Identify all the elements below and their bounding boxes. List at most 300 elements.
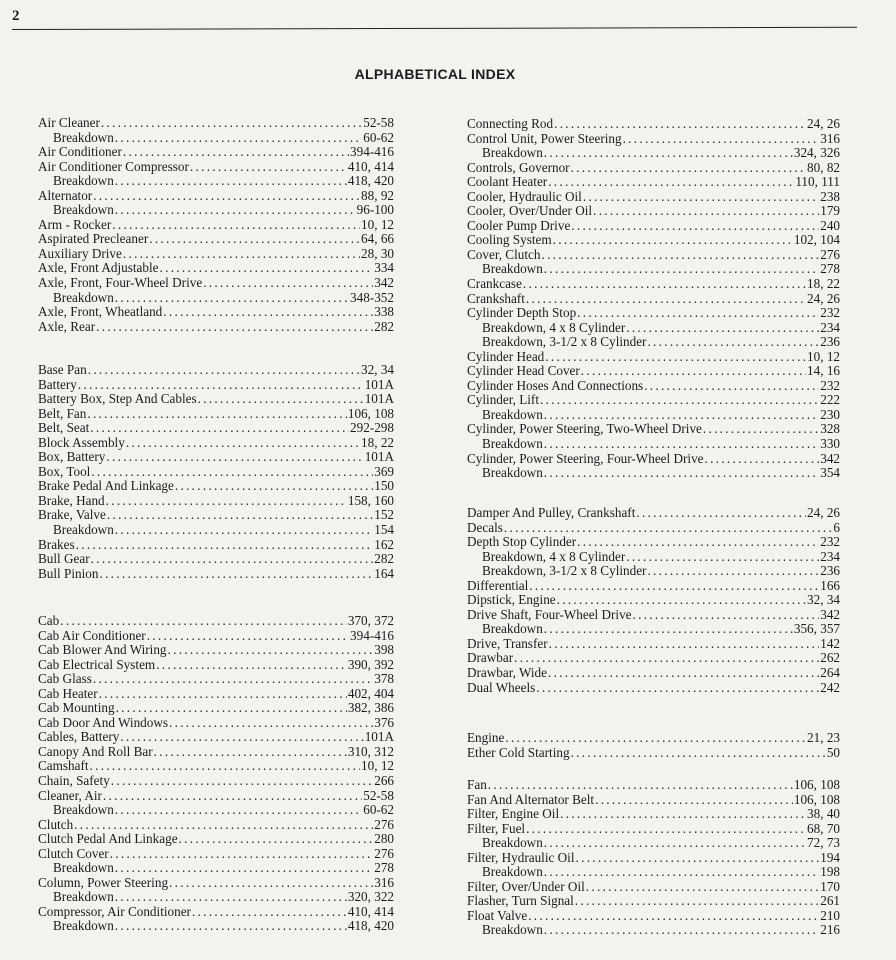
entry-label: Breakdown (53, 860, 114, 876)
entry-label: Battery (38, 376, 77, 392)
entry-label: Cylinder Head (467, 348, 545, 364)
dot-leader (545, 350, 806, 365)
dot-leader (544, 923, 819, 938)
dot-leader (577, 306, 819, 321)
entry-page: 370, 372 (347, 613, 394, 628)
index-entry (38, 789, 394, 804)
dot-leader (548, 666, 819, 681)
entry-page: 276 (374, 816, 394, 832)
index-entry (467, 452, 840, 467)
entry-label: Bull Gear (38, 551, 90, 567)
dot-leader (96, 320, 373, 335)
dot-leader (115, 890, 347, 905)
dot-leader (60, 614, 347, 629)
entry-label: Cover, Clutch (467, 246, 541, 262)
entry-label: Air Conditioner Compressor (38, 158, 189, 174)
entry-label: Fan (467, 777, 487, 792)
entry-label: Air Cleaner (38, 115, 100, 130)
entry-page: 240 (820, 217, 840, 233)
entry-label: Damper And Pulley, Crankshaft (467, 505, 636, 520)
entry-label: Belt, Fan (38, 405, 87, 421)
index-entry (467, 666, 840, 681)
entry-label: Breakdown, 4 x 8 Cylinder (482, 548, 626, 564)
entry-label: Cylinder, Lift (467, 392, 539, 408)
entry-label: Drawbar, Wide (467, 665, 547, 681)
entry-label: Cab Heater (38, 685, 98, 701)
entry-label: Cylinder Head Cover (467, 363, 580, 379)
entry-page: 72, 73 (807, 835, 840, 851)
entry-page: 68, 70 (807, 820, 840, 836)
index-group (467, 778, 840, 938)
dot-leader (575, 894, 819, 909)
entry-page: 210 (820, 907, 840, 923)
entry-label: Axle, Front Adjustable (38, 260, 159, 276)
entry-page: 14, 16 (807, 363, 840, 379)
entry-page: 378 (374, 671, 394, 687)
index-entry (38, 189, 394, 204)
entry-label: Axle, Rear (38, 318, 96, 334)
entry-page: 334 (374, 260, 394, 276)
dot-leader (120, 730, 363, 745)
entry-page: 398 (374, 642, 394, 658)
index-entry (38, 305, 394, 320)
entry-page: 32, 34 (807, 592, 840, 608)
dot-leader (169, 876, 373, 891)
entry-page: 60-62 (363, 802, 394, 818)
entry-label: Box, Battery (38, 449, 106, 465)
index-entry (467, 593, 840, 608)
index-entry (38, 567, 394, 582)
entry-page: 234 (820, 548, 840, 564)
entry-label: Camshaft (38, 758, 89, 774)
entry-page: 10, 12 (361, 216, 394, 232)
entry-label: Brakes (38, 536, 75, 552)
entry-label: Filter, Fuel (467, 820, 526, 836)
dot-leader (504, 521, 833, 536)
index-entry (38, 276, 394, 291)
index-entry (38, 320, 394, 335)
entry-label: Box, Tool (38, 463, 91, 479)
entry-label: Coolant Heater (467, 174, 548, 190)
dot-leader (99, 687, 347, 702)
index-entry (38, 116, 394, 131)
dot-leader (623, 132, 820, 147)
entry-label: Cab Mounting (38, 700, 115, 716)
index-entry (38, 803, 394, 818)
index-group (467, 506, 840, 695)
entry-label: Breakdown (482, 436, 543, 452)
entry-label: Base Pan (38, 362, 87, 377)
dot-leader (192, 905, 347, 920)
index-entry (467, 161, 840, 176)
entry-label: Cylinder, Power Steering, Two-Wheel Drive (467, 421, 702, 437)
index-entry (467, 778, 840, 793)
entry-label: Belt, Seat (38, 420, 90, 436)
entry-label: Breakdown, 4 x 8 Cylinder (482, 319, 626, 335)
index-entry (467, 746, 840, 761)
dot-leader (528, 909, 819, 924)
entry-label: Cables, Battery (38, 729, 120, 745)
dot-leader (175, 479, 373, 494)
entry-page: 390, 392 (347, 656, 394, 672)
dot-leader (168, 643, 374, 658)
dot-leader (505, 731, 806, 746)
entry-page: 106, 108 (793, 777, 840, 792)
entry-page: 238 (820, 188, 840, 204)
dot-leader (647, 564, 819, 579)
index-entry (38, 218, 394, 233)
entry-label: Depth Stop Cylinder (467, 534, 577, 550)
index-entry (38, 643, 394, 658)
index-entry (467, 146, 840, 161)
entry-label: Cooler Pump Drive (467, 217, 571, 233)
entry-label: Breakdown (482, 864, 543, 880)
entry-label: Fan And Alternator Belt (467, 791, 595, 807)
dot-leader (99, 567, 373, 582)
dot-leader (88, 363, 360, 378)
entry-label: Cooler, Hydraulic Oil (467, 188, 582, 204)
entry-page: 18, 22 (807, 276, 840, 292)
index-entry (467, 851, 840, 866)
entry-label: Breakdown (53, 173, 114, 189)
entry-label: Brake, Hand (38, 492, 105, 508)
dot-leader (160, 261, 374, 276)
entry-page: 292-298 (350, 420, 394, 436)
index-entry (38, 407, 394, 422)
index-entry (467, 248, 840, 263)
entry-page: 152 (374, 507, 394, 523)
entry-label: Cab Electrical System (38, 656, 156, 672)
entry-page: 222 (820, 392, 840, 408)
dot-leader (93, 672, 373, 687)
index-entry (38, 291, 394, 306)
entry-label: Cleaner, Air (38, 787, 102, 803)
index-entry (467, 437, 840, 452)
entry-page: 101A (364, 729, 394, 745)
entry-page: 110, 111 (795, 174, 840, 190)
index-group (38, 363, 394, 581)
index-entry (467, 408, 840, 423)
dot-leader (523, 277, 806, 292)
entry-page: 410, 414 (347, 903, 394, 919)
entry-label: Filter, Hydraulic Oil (467, 849, 575, 865)
dot-leader (540, 393, 819, 408)
index-entry (38, 861, 394, 876)
entry-page: 282 (374, 551, 394, 567)
index-entry (467, 894, 840, 909)
dot-leader (106, 494, 347, 509)
entry-page: 10, 12 (807, 348, 840, 364)
entry-page: 21, 23 (807, 730, 840, 745)
entry-label: Cylinder Hoses And Connections (467, 377, 644, 393)
entry-page: 194 (820, 849, 840, 865)
index-entry (467, 807, 840, 822)
index-entry (467, 364, 840, 379)
dot-leader (703, 422, 819, 437)
index-entry (38, 538, 394, 553)
entry-page: 6 (833, 519, 840, 535)
entry-label: Clutch (38, 816, 74, 832)
dot-leader (544, 437, 819, 452)
dot-leader (115, 803, 362, 818)
index-entry (467, 564, 840, 579)
dot-leader (123, 145, 349, 160)
entry-page: 328 (820, 421, 840, 437)
entry-page: 376 (374, 714, 394, 730)
entry-page: 394-416 (350, 627, 394, 643)
index-entry (38, 392, 394, 407)
entry-page: 402, 404 (347, 685, 394, 701)
index-entry (467, 550, 840, 565)
index-entry (467, 836, 840, 851)
entry-label: Drawbar (467, 650, 514, 666)
entry-page: 276 (374, 845, 394, 861)
entry-page: 262 (820, 650, 840, 666)
dot-leader (544, 408, 819, 423)
entry-page: 276 (820, 246, 840, 262)
dot-leader (107, 508, 373, 523)
entry-label: Brake Pedal And Linkage (38, 478, 174, 494)
index-entry (467, 190, 840, 205)
entry-label: Cylinder, Power Steering, Four-Wheel Drive (467, 450, 704, 466)
index-entry (38, 745, 394, 760)
entry-page: 354 (820, 465, 840, 481)
entry-label: Compressor, Air Conditioner (38, 903, 191, 919)
entry-page: 101A (364, 391, 394, 407)
index-entry (467, 292, 840, 307)
dot-leader (548, 175, 794, 190)
entry-label: Cylinder Depth Stop (467, 305, 577, 321)
index-entry (467, 880, 840, 895)
dot-leader (106, 450, 363, 465)
index-entry (467, 233, 840, 248)
index-entry (38, 160, 394, 175)
entry-page: 418, 420 (347, 918, 394, 934)
dot-leader (78, 378, 364, 393)
entry-label: Brake, Valve (38, 507, 106, 523)
entry-page: 24, 26 (807, 116, 840, 131)
dot-leader (115, 523, 373, 538)
entry-label: Air Conditioner (38, 144, 122, 160)
dot-leader (544, 146, 793, 161)
index-entry (467, 132, 840, 147)
entry-label: Breakdown, 3-1/2 x 8 Cylinder (482, 563, 647, 579)
entry-page: 278 (820, 261, 840, 277)
entry-label: Breakdown (482, 145, 543, 161)
dot-leader (553, 233, 793, 248)
index-entry (38, 905, 394, 920)
entry-page: 369 (374, 463, 394, 479)
index-entry (467, 865, 840, 880)
dot-leader (91, 465, 373, 480)
dot-leader (644, 379, 819, 394)
index-entry (467, 681, 840, 696)
entry-label: Engine (467, 730, 505, 745)
entry-label: Arm - Rocker (38, 216, 112, 232)
entry-page: 232 (820, 534, 840, 550)
dot-leader (576, 851, 820, 866)
index-entry (467, 521, 840, 536)
entry-label: Cab Door And Windows (38, 714, 168, 730)
dot-leader (544, 466, 819, 481)
index-entry (38, 614, 394, 629)
entry-page: 32, 34 (361, 362, 394, 377)
entry-page: 101A (364, 376, 394, 392)
index-entry (38, 832, 394, 847)
dot-leader (115, 919, 347, 934)
entry-label: Breakdown (482, 465, 543, 481)
entry-page: 282 (374, 318, 394, 334)
dot-leader (90, 759, 360, 774)
entry-page: 236 (820, 334, 840, 350)
index-entry (38, 465, 394, 480)
entry-label: Axle, Front, Four-Wheel Drive (38, 275, 203, 291)
index-entry (38, 436, 394, 451)
dot-leader (526, 292, 806, 307)
dot-leader (111, 774, 373, 789)
entry-label: Breakdown (482, 621, 543, 637)
index-entry (38, 876, 394, 891)
entry-label: Cab (38, 613, 60, 628)
dot-leader (595, 793, 793, 808)
entry-page: 170 (820, 878, 840, 894)
entry-page: 179 (820, 203, 840, 219)
entry-label: Dual Wheels (467, 679, 536, 695)
dot-leader (198, 392, 364, 407)
entry-page: 88, 92 (361, 187, 394, 203)
entry-label: Filter, Over/Under Oil (467, 878, 585, 894)
index-entry (38, 658, 394, 673)
entry-page: 52-58 (363, 787, 394, 803)
dot-leader (529, 579, 819, 594)
index-entry (467, 579, 840, 594)
entry-page: 164 (374, 565, 394, 581)
entry-page: 330 (820, 436, 840, 452)
page-title: ALPHABETICAL INDEX (354, 66, 516, 82)
dot-leader (116, 701, 347, 716)
dot-leader (93, 189, 360, 204)
entry-page: 261 (820, 893, 840, 909)
entry-page: 106, 108 (347, 405, 394, 421)
dot-leader (123, 247, 360, 262)
entry-label: Filter, Engine Oil (467, 806, 560, 822)
index-entry (467, 622, 840, 637)
index-entry (38, 847, 394, 862)
index-entry (467, 422, 840, 437)
dot-leader (163, 305, 373, 320)
index-entry (38, 203, 394, 218)
dot-leader (90, 421, 349, 436)
index-entry (38, 363, 394, 378)
index-entry (38, 174, 394, 189)
index-entry (467, 306, 840, 321)
dot-leader (633, 608, 820, 623)
index-entry (467, 219, 840, 234)
entry-page: 234 (820, 319, 840, 335)
dot-leader (636, 506, 806, 521)
entry-page: 342 (820, 450, 840, 466)
entry-page: 316 (374, 874, 394, 890)
entry-page: 410, 414 (347, 158, 394, 174)
dot-leader (103, 789, 362, 804)
dot-leader (115, 861, 373, 876)
dot-leader (76, 538, 374, 553)
entry-page: 60-62 (363, 129, 394, 145)
index-entry (38, 479, 394, 494)
dot-leader (560, 807, 806, 822)
entry-page: 236 (820, 563, 840, 579)
dot-leader (571, 219, 819, 234)
dot-leader (110, 847, 374, 862)
dot-leader (74, 818, 373, 833)
header-rule (12, 27, 857, 30)
index-entry (38, 687, 394, 702)
dot-leader (126, 436, 360, 451)
index-entry (467, 321, 840, 336)
entry-page: 324, 326 (793, 145, 840, 161)
entry-label: Breakdown (53, 889, 114, 905)
dot-leader (549, 637, 820, 652)
entry-page: 198 (820, 864, 840, 880)
dot-leader (544, 836, 806, 851)
entry-page: 162 (374, 536, 394, 552)
index-entry (467, 793, 840, 808)
entry-page: 102, 104 (793, 232, 840, 248)
entry-page: 38, 40 (807, 806, 840, 822)
index-entry (467, 335, 840, 350)
index-group (38, 614, 394, 934)
index-entry (467, 506, 840, 521)
index-entry (38, 552, 394, 567)
entry-label: Crankshaft (467, 290, 525, 306)
index-entry (467, 923, 840, 938)
entry-page: 232 (820, 377, 840, 393)
entry-label: Column, Power Steering (38, 874, 169, 890)
dot-leader (705, 452, 820, 467)
entry-page: 50 (826, 744, 840, 760)
index-entry (38, 261, 394, 276)
index-entry (38, 818, 394, 833)
entry-page: 154 (374, 522, 394, 538)
index-group (467, 117, 840, 481)
index-entry (38, 508, 394, 523)
entry-label: Cab Glass (38, 671, 92, 687)
dot-leader (647, 335, 819, 350)
dot-leader (626, 550, 819, 565)
dot-leader (577, 535, 819, 550)
entry-label: Breakdown (53, 289, 114, 305)
index-entry (467, 822, 840, 837)
entry-page: 242 (820, 679, 840, 695)
entry-page: 101A (364, 449, 394, 465)
entry-page: 28, 30 (361, 245, 394, 261)
entry-page: 418, 420 (347, 173, 394, 189)
entry-label: Drive, Transfer (467, 635, 548, 651)
index-entry (467, 651, 840, 666)
index-entry (467, 393, 840, 408)
entry-label: Block Assembly (38, 434, 125, 450)
dot-leader (190, 160, 347, 175)
entry-label: Decals (467, 519, 503, 535)
entry-label: Ether Cold Starting (467, 744, 570, 760)
entry-page: 264 (820, 665, 840, 681)
dot-leader (87, 407, 346, 422)
index-entry (38, 131, 394, 146)
index-entry (38, 450, 394, 465)
dot-leader (557, 593, 806, 608)
entry-page: 356, 357 (793, 621, 840, 637)
entry-page: 166 (820, 577, 840, 593)
